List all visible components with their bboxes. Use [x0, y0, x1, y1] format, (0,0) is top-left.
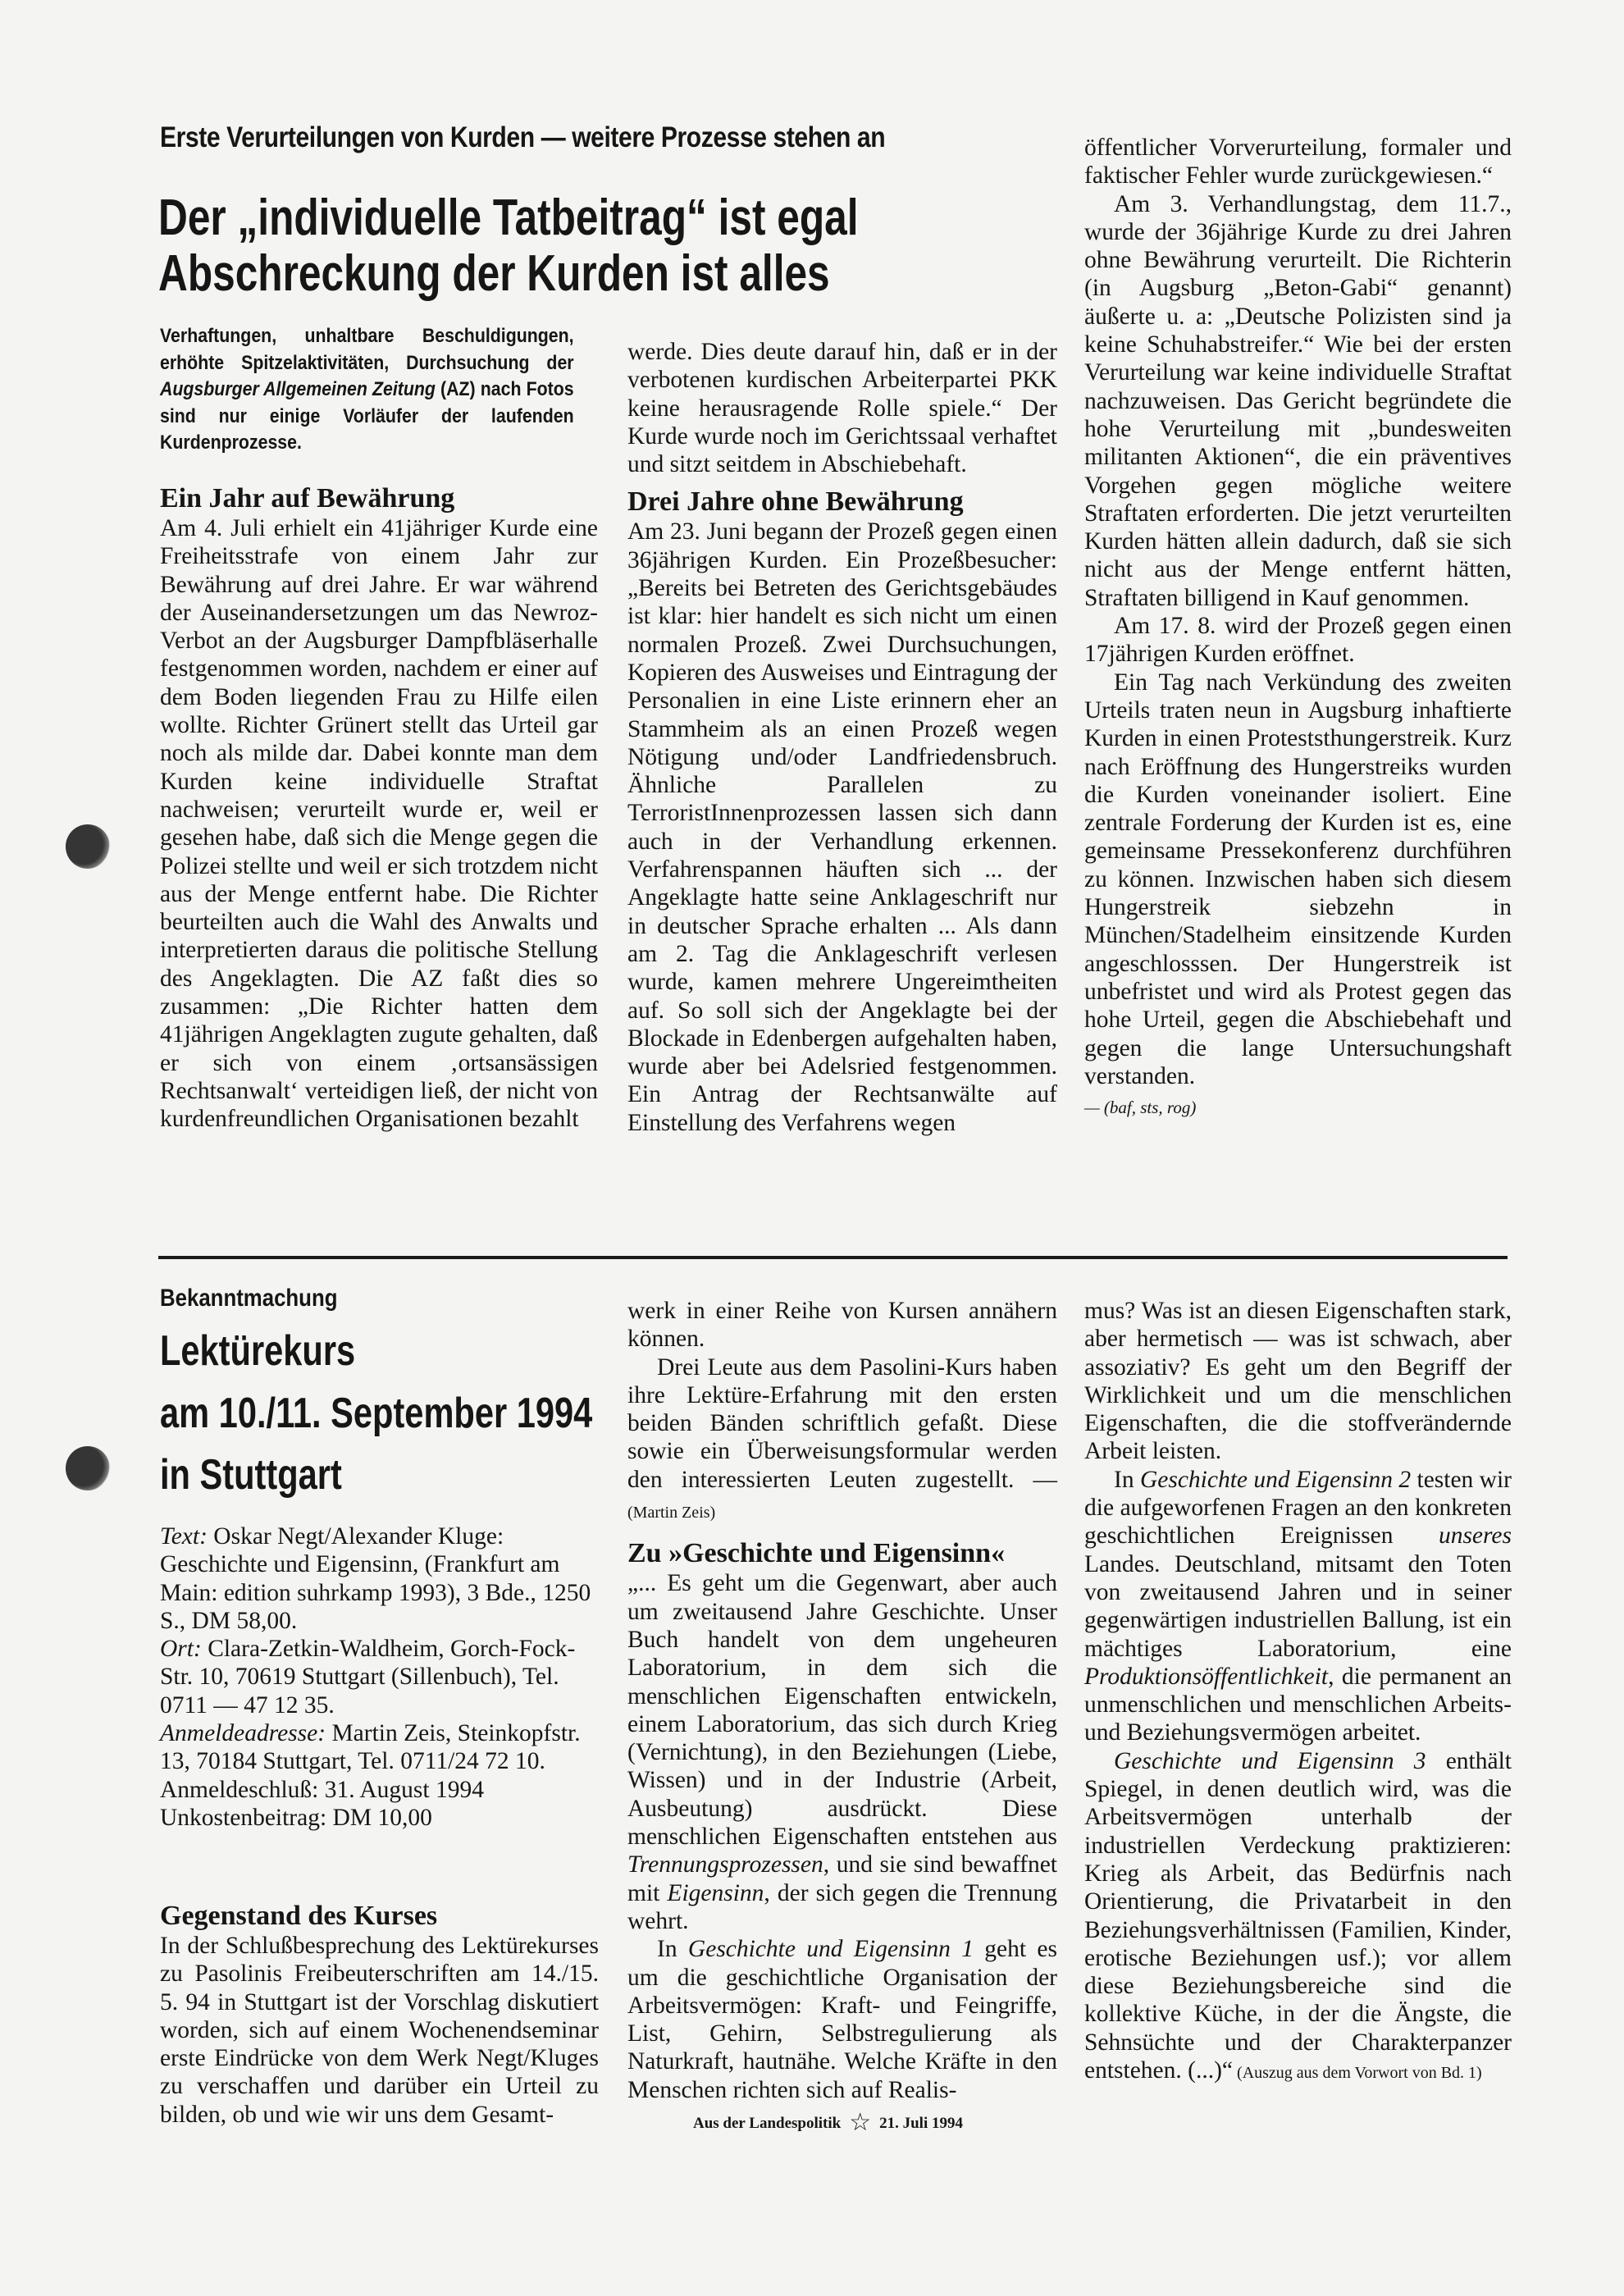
column-3-paragraph-3: Am 17. 8. wird der Prozeß gegen einen 17jährigen Kurden eröffnet. — [1084, 613, 1512, 668]
column-3-paragraph-3: Geschichte und Eigensinn 3 enthält Spiegel, in denen deutlich wird, was die Arbeitsvermögen unterhalb der industriellen Verdeckung praktizieren: Krieg als Arbeit, das Bedürfnis nach Orientierung, die Privatarbeit in den Beziehungsverhältnissen (Familien, Kinder, erotische Beziehungen usf.); vor allem diese Beziehungsbereiche sind die kollektive Küche, in der die Ängste, die Sehnsüchte und der Charakterpanzer entstehen. (...)“ (Auszug aus dem Vorwort von Bd. 1) — [1084, 1747, 1512, 2084]
column-2-paragraph-2: Drei Leute aus dem Pasolini-Kurs haben ihre Lektüre-Erfahrung mit den ersten beiden Bänden schriftlich gefaßt. Diese sowie ein Überweisungsformular werden den interessierten Leuten zugestellt. — (Martin Zeis) — [627, 1353, 1057, 1522]
article2-column-2 — [627, 1297, 1057, 2104]
section-divider — [158, 1256, 1508, 1259]
section-body-drei-jahre: Am 23. Juni begann der Prozeß gegen einen 36jährigen Kurden. Ein Prozeßbesucher: „Bereits bei Betreten des Gerichtsgebäudes ist klar: hier handelt es sich nicht um einen normalen Prozeß. Zwei Durchsuchungen, Kopieren des Ausweises und Eintragung der Personalien in eine Liste erinnern eher an Stammheim als an einen Prozeß wegen Nötigung und/oder Landfriedensbruch. Ähnliche Parallelen zu TerroristInnenprozessen lassen sich dann auch in der Verhandlung erkennen. Verfahrenspannen häuften sich ... der Angeklagte hatte seine Anklageschrift nur in deutscher Sprache erhalten ... Als dann am 2. Tag die Anklageschrift verlesen wurde, kamen mehrere Ungereimtheiten auf. So soll sich der Angeklagte bei der Blockade in Edenbergen aufgehalten haben, wurde aber bei Adelsried festgenommen. Ein Antrag der Rechtsanwälte auf Einstellung des Verfahrens wegen — [627, 518, 1057, 1136]
column-3-paragraph-2: In Geschichte und Eigensinn 2 testen wir die aufgeworfenen Fragen an den konkreten geschichtlichen Ereignissen unseres Landes. Deutschland, mitsamt den Toten von zweitausend Jahren und in seiner gegenwärtigen industriellen Ballung, ist ein mächtiges Laboratorium, eine Produktionsöffentlichkeit, die permanent an unmenschlichen und menschlichen Arbeits- und Beziehungsvermögen arbeitet. — [1084, 1466, 1512, 1746]
article-signature: — (baf, sts, rog) — [1084, 1098, 1197, 1118]
course-subject — [160, 1901, 599, 2129]
course-title-line3: in Stuttgart — [160, 1451, 342, 1499]
article-lead: Verhaftungen, unhaltbare Beschuldigungen, erhöhte Spitzelaktivitäten, Durchsuchung der Augsburger Allgemeinen Zeitung (AZ) nach Fotos sind nur einige Vorläufer der laufenden Kurdenprozesse. — [160, 325, 574, 454]
section-body-geschichte-1: „... Es geht um die Gegenwart, aber auch um zweitausend Jahre Geschichte. Unser Buch handelt von dem ungeheuren Laboratorium, in dem sich die menschlichen Eigenschaften entwickeln, einem Laboratorium, das sich durch Krieg (Vernichtung), in den Beziehungen (Liebe, Wissen) und in der Industrie (Arbeit, Ausbeutung) ausdrückt. Diese menschlichen Eigenschaften entstehen aus Trennungsprozessen, und sie sind bewaffnet mit Eigensinn, der sich gegen die Trennung wehrt. — [627, 1570, 1057, 1934]
column-3-paragraph-2: Am 3. Verhandlungstag, dem 11.7., wurde der 36jährige Kurde zu drei Jahren ohne Bewährung verurteilt. Die Richterin (in Augsburg „Beton-Gabi“ genannt) äußerte u. a: „Deutsche Polizisten sind ja keine Schuhabstreifer.“ Wie bei der ersten Verurteilung war keine individuelle Straftat nachzuweisen. Das Gericht begründete die hohe Verurteilung mit „bundesweiten militanten Aktionen“, die ein präventives Vorgehen gegen mögliche weitere Straftaten erforderten. Die jetzt verurteilten Kurden hätten allein dadurch, daß sie sich nicht aus der Menge entfernt hätten, Straftaten billigend in Kauf genommen. — [1084, 190, 1512, 611]
punch-hole-icon — [66, 824, 110, 869]
section-title-drei-jahre: Drei Jahre ohne Bewährung — [627, 486, 964, 518]
column-3-paragraph-1: öffentlicher Vorverurteilung, formaler und faktischer Fehler wurde zurückgewiesen.“ — [1084, 135, 1512, 189]
course-location-info: Ort: Clara-Zetkin-Waldheim, Gorch-Fock-Str. 10, 70619 Stuttgart (Sillenbuch), Tel. 0711 — 47 12 35. — [160, 1636, 576, 1719]
course-registration-address: Anmeldeadresse: Martin Zeis, Steinkopfstr. 13, 70184 Stuttgart, Tel. 0711/24 72 10. — [160, 1720, 581, 1775]
article2-column-3 — [1084, 1297, 1512, 2087]
page-footer — [693, 2108, 1038, 2137]
course-details — [160, 1522, 599, 1832]
footer-date: 21. Juli 1994 — [879, 2115, 963, 2132]
footer-section: Aus der Landespolitik — [693, 2115, 842, 2132]
course-title-line2: am 10./11. September 1994 — [160, 1390, 593, 1437]
article1-column-3 — [1084, 134, 1512, 1121]
column-3-paragraph-4: Ein Tag nach Verkündung des zweiten Urteils traten neun in Augsburg inhaftierte Kurden in einen Proteststhungerstreik. Kurz nach Eröffnung des Hungerstreiks wurden die Kurden voneinander isoliert. Eine zentrale Forderung der Kurden ist es, eine gemeinsame Pressekonferenz durchführen zu können. Inzwischen haben sich diesem Hungerstreik siebzehn in München/Stadelheim einsitzende Kurden angeschlosssen. Der Hungerstreik ist unbefristet und wird als Protest gegen das hohe Urteil, gegen die Abschiebehaft und gegen die lange Untersuchungshaft verstanden. — [1084, 669, 1512, 1089]
section-title-gegenstand: Gegenstand des Kurses — [160, 1901, 438, 1931]
column-2-continuation: werde. Dies deute darauf hin, daß er in der verbotenen kurdischen Arbeiterpartei PKK keine herausragende Rolle spiele.“ Der Kurde wurde noch im Gerichtssaal verhaftet und sitzt seitdem in Abschiebehaft. — [627, 339, 1057, 478]
column-3-paragraph-1: mus? Was ist an diesen Eigenschaften stark, aber hermetisch — was ist schwach, aber assoziativ? Es geht um den Begriff der Wirklichkeit und um die menschlichen Eigenschaften, die die stoffverändernde Arbeit leisten. — [1084, 1298, 1512, 1465]
section-title-geschichte: Zu »Geschichte und Eigensinn« — [627, 1538, 1006, 1569]
punch-hole-icon — [66, 1446, 110, 1490]
article-headline-line1: Der „individuelle Tatbeitrag“ ist egal — [158, 189, 859, 246]
section-body-gegenstand: In der Schlußbesprechung des Lektürekurses zu Pasolinis Freibeuterschriften am 14./15. 5. 94 in Stuttgart ist der Vorschlag diskutiert worden, sich auf einem Wochenendseminar erste Eindrücke von dem Werk Negt/Kluges zu verschaffen und darüber ein Urteil zu bilden, ob und wie wir uns dem Gesamt- — [160, 1933, 599, 2128]
article-headline-line2: Abschreckung der Kurden ist alles — [158, 245, 830, 302]
course-title-line1: Lektürekurs — [160, 1327, 356, 1375]
course-text-info: Text: Oskar Negt/Alexander Kluge: Geschichte und Eigensinn, (Frankfurt am Main: edition suhrkamp 1993), 3 Bde., 1250 S., DM 58,00. — [160, 1523, 591, 1634]
course-fee: Unkostenbeitrag: DM 10,00 — [160, 1804, 432, 1831]
section-body-ein-jahr: Am 4. Juli erhielt ein 41jähriger Kurde eine Freiheitsstrafe von einem Jahr zur Bewährung auf drei Jahre. Er war während der Auseinandersetzungen um das Newroz-Verbot an der Augsburger Dampfbläserhalle festgenommen worden, nachdem er einer auf dem Boden liegenden Frau zu Hilfe eilen wollte. Richter Grünert stellt das Urteil gar noch als milde dar. Dabei konnte man dem Kurden keine individuelle Straftat nachweisen; verurteilt wurde er, weil er gesehen habe, daß sich die Menge gegen die Polizei stellte und weil er sich trotzdem nicht aus der Menge entfernt habe. Die Richter beurteilten auch die Wahl des Anwalts und interpretierten daraus die politische Stellung des Angeklagten. Die AZ faßt dies so zusammen: „Die Richter hatten dem 41jährigen Angeklagten zugute gehalten, daß er sich von einem ‚ortsansässigen Rechtsanwalt‘ verteidigen ließ, der nicht von kurdenfreundlichen Organisationen bezahlt — [160, 515, 598, 1133]
star-icon: ☆ — [849, 2109, 872, 2136]
column-2-paragraph-1: werk in einer Reihe von Kursen annähern können. — [627, 1298, 1057, 1353]
article1-column-2 — [627, 338, 1057, 1137]
article-kicker: Erste Verurteilungen von Kurden — weitere Prozesse stehen an — [160, 121, 886, 153]
section-title-ein-jahr: Ein Jahr auf Bewährung — [160, 483, 455, 514]
section-body-geschichte-2: In Geschichte und Eigensinn 1 geht es um die geschichtliche Organisation der Arbeitsvermögen: Kraft- und Feingriffe, List, Gehirn, Selbstregulierung als Naturkraft, hautnähe. Welche Kräfte in den Menschen richten sich auf Realis- — [627, 1936, 1057, 2103]
announcement-label: Bekanntmachung — [160, 1285, 338, 1312]
article1-column-1 — [160, 483, 598, 1134]
registration-deadline: Anmeldeschluß: 31. August 1994 — [160, 1776, 484, 1803]
